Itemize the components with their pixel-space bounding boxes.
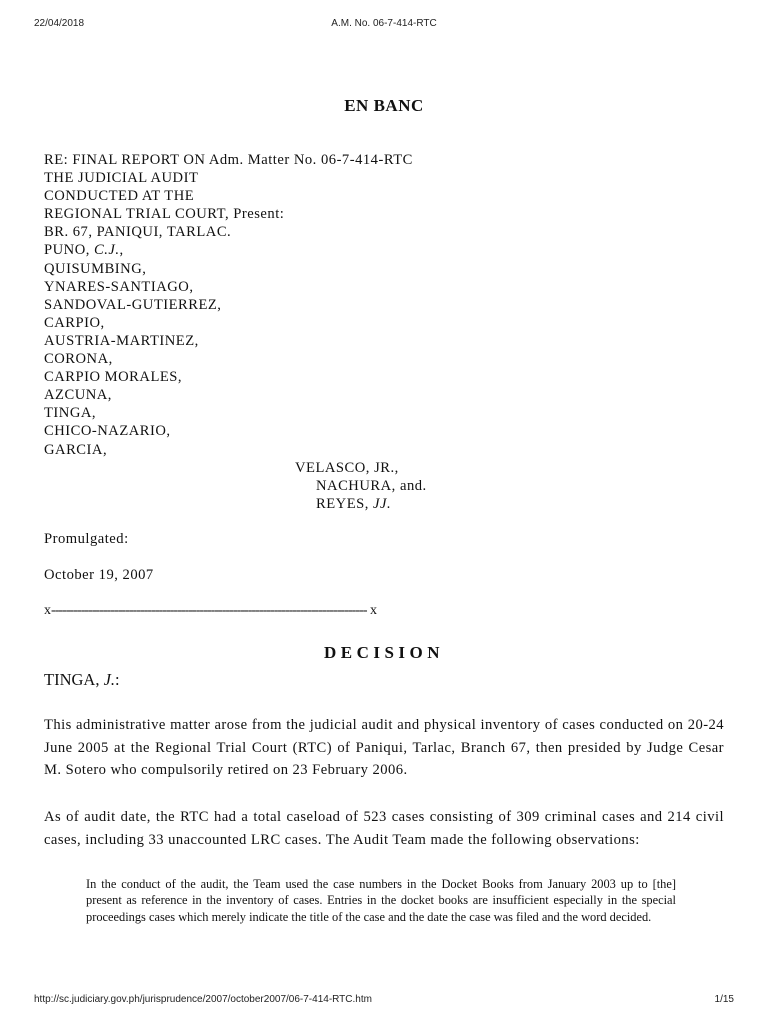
- present-label: Present:: [233, 206, 285, 223]
- separator-line: x------------------------------------------------------------------------------------- x: [44, 603, 378, 618]
- caption-line: CONDUCTED AT THE: [44, 188, 195, 205]
- justice-name: NACHURA, and.: [316, 478, 427, 494]
- page-number: 1/15: [714, 994, 734, 1005]
- body-paragraph: This administrative matter arose from the judicial audit and physical inventory of cases conducted on 20-24 June 2005 at the Regional Trial Court (RTC) of Paniqui, Tarlac, Branch 67, then presided by Judge Cesar M. Sotero who compulsorily retired on 23 February 2006.: [44, 717, 724, 778]
- justice-name: VELASCO, JR.,: [295, 460, 399, 476]
- caption-line: BR. 67, PANIQUI, TARLAC.: [44, 224, 232, 241]
- justice-name: TINGA,: [44, 405, 97, 422]
- court-division-title: EN BANC: [344, 96, 424, 115]
- ponente: TINGA, J.:: [44, 670, 120, 689]
- justice-name: AZCUNA,: [44, 387, 112, 404]
- justice-name: SANDOVAL-GUTIERREZ,: [44, 296, 222, 313]
- promulgated-label: Promulgated:: [44, 531, 129, 547]
- justice-name: QUISUMBING,: [44, 260, 147, 277]
- print-date: 22/04/2018: [34, 18, 85, 29]
- justice-name: CORONA,: [44, 351, 113, 368]
- justice-name: REYES, JJ.: [316, 496, 392, 512]
- promulgation-date: October 19, 2007: [44, 567, 154, 583]
- justice-name: GARCIA,: [44, 441, 108, 458]
- case-number: Adm. Matter No. 06-7-414-RTC: [208, 152, 413, 168]
- justice-name: AUSTRIA-MARTINEZ,: [44, 332, 199, 349]
- justice-name: CARPIO MORALES,: [44, 369, 183, 386]
- decision-heading: DECISION: [323, 643, 445, 662]
- caption-line: RE: FINAL REPORT ON Adm. Matter No. 06-7-414-RTC: [44, 152, 413, 168]
- print-doc-title: A.M. No. 06-7-414-RTC: [331, 18, 437, 29]
- caption-line: THE JUDICIAL AUDIT: [44, 170, 199, 187]
- justice-name: YNARES-SANTIAGO,: [44, 278, 194, 295]
- case-caption: [44, 151, 413, 459]
- justice-name: CARPIO,: [44, 314, 105, 331]
- justice-name: CHICO-NAZARIO,: [44, 423, 171, 440]
- justice-name: PUNO, C.J.,: [44, 242, 124, 259]
- caption-line: REGIONAL TRIAL COURT, Present:: [44, 206, 285, 223]
- source-url[interactable]: http://sc.judiciary.gov.ph/jurisprudence/2007/october2007/06-7-414-RTC.htm: [34, 994, 372, 1005]
- body-paragraph: As of audit date, the RTC had a total caseload of 523 cases consisting of 309 criminal cases and 214 civil cases, including 33 unaccounted LRC cases. The Audit Team made the following observations:: [44, 809, 724, 848]
- block-quote: In the conduct of the audit, the Team used the case numbers in the Docket Books from January 2003 up to [the] present as reference in the inventory of cases. Entries in the docket books are insufficient especially in the special proceedings cases which merely indicate the title of the case and the date the case was filed and the word decided.: [86, 877, 676, 924]
